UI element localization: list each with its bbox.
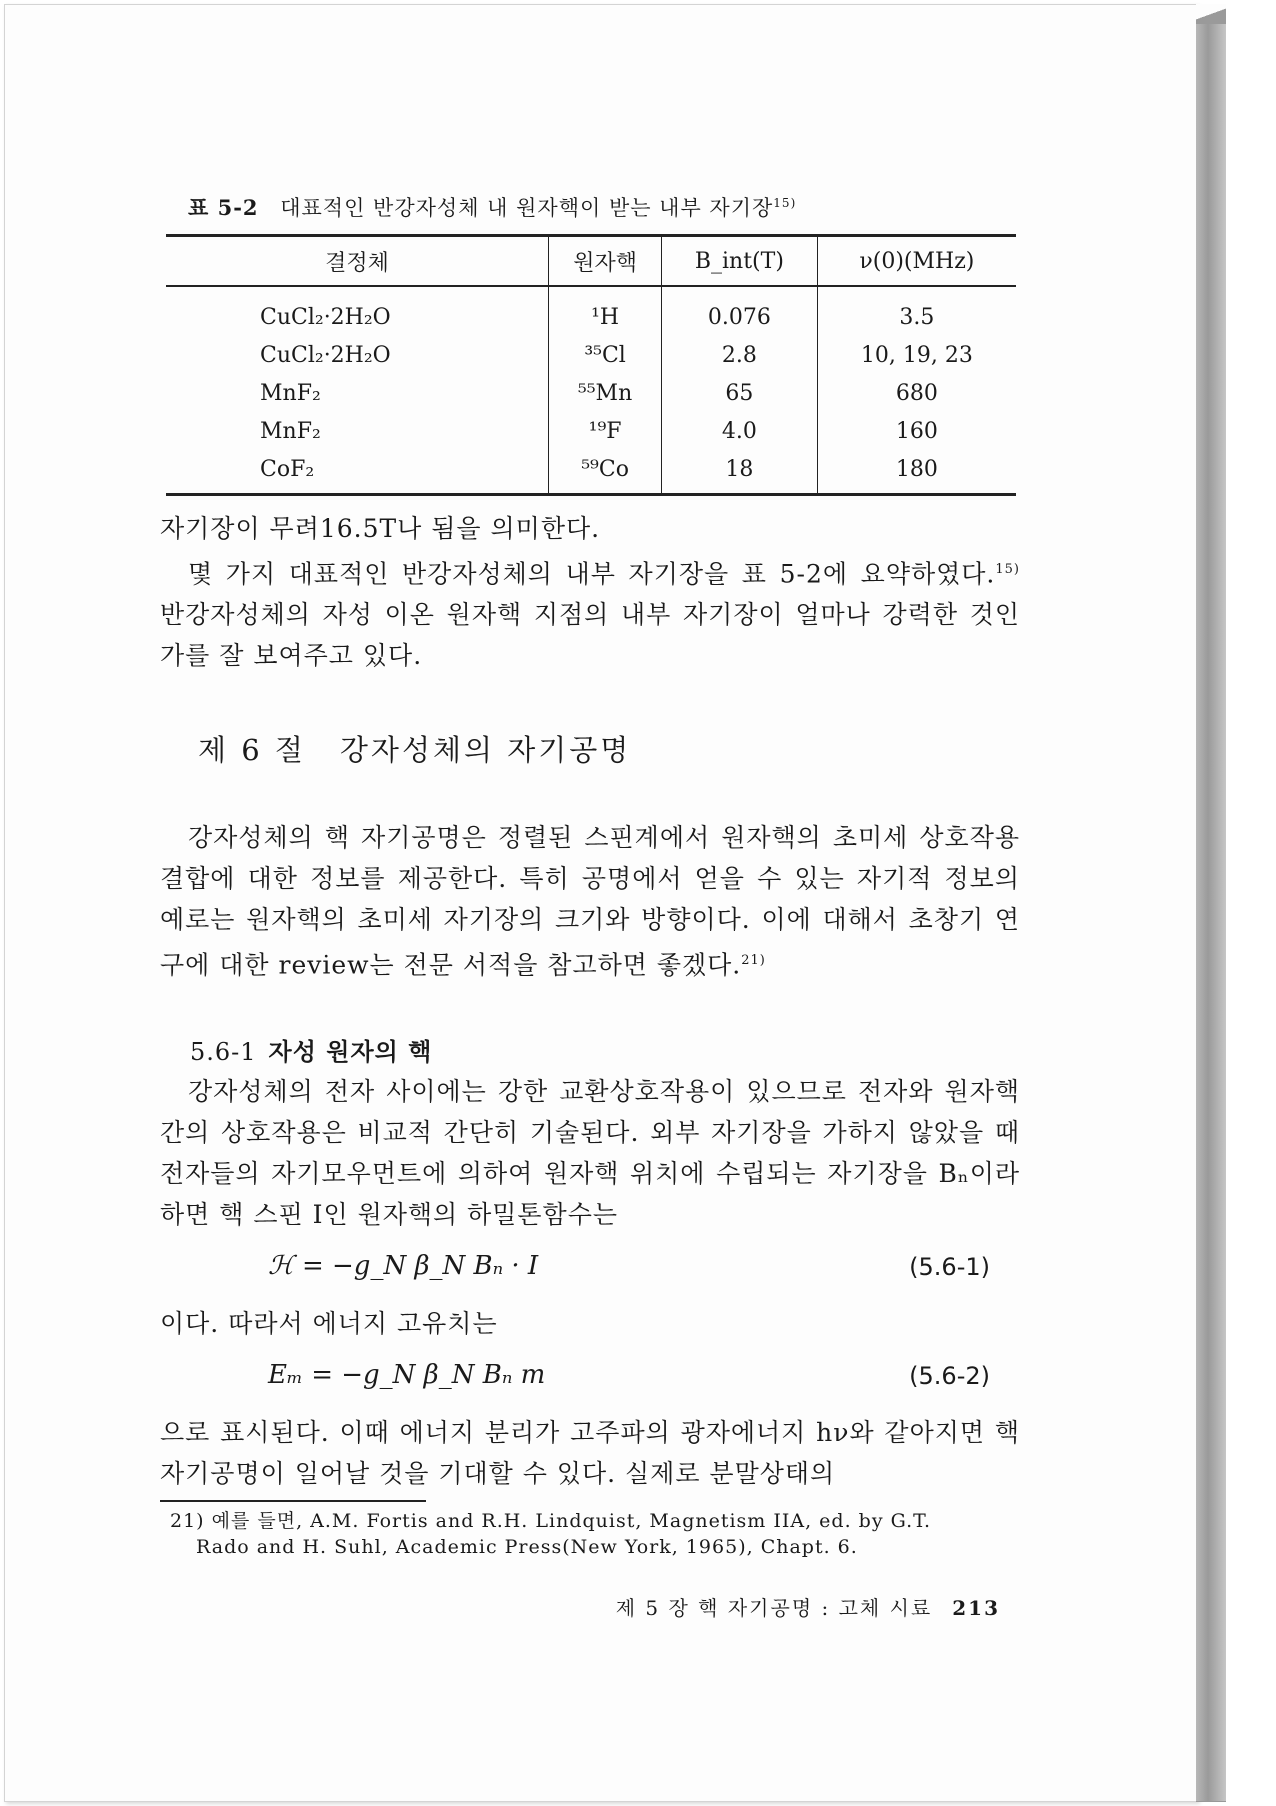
- table-row: [166, 286, 1016, 336]
- cell-crystal: MnF₂: [260, 418, 321, 444]
- paragraph-3: [160, 1071, 1020, 1235]
- cell-field: 4.0: [662, 412, 818, 450]
- table-caption-title: 대표적인 반강자성체 내 원자핵이 받는 내부 자기장: [280, 196, 774, 220]
- subsection-number: 5.6-1: [190, 1037, 257, 1066]
- paragraph-1-line-1: 자기장이 무려16.5T나 됨을 의미한다.: [160, 514, 601, 543]
- hyperfine-field-table: [166, 234, 1016, 496]
- subsection-title: 자성 원자의 핵: [268, 1036, 433, 1066]
- table-header-nucleus: 원자핵: [549, 236, 662, 287]
- paragraph-1: [160, 549, 1020, 676]
- footnote-21: [170, 1508, 1020, 1560]
- table-body: [166, 286, 1016, 495]
- equation-5-6-2: [160, 1356, 1020, 1406]
- equation-2-expression: Eₘ = −g_N β_N Bₙ m: [268, 1359, 546, 1390]
- section-heading: [198, 728, 1020, 769]
- equation-5-6-1: [160, 1247, 1020, 1297]
- table-header-crystal: 결정체: [166, 236, 549, 287]
- table-row: [166, 336, 1016, 374]
- cell-field: 65: [662, 374, 818, 412]
- equation-1-number: (5.6-1): [909, 1252, 990, 1281]
- page-content: [160, 180, 1020, 1621]
- table-header-frequency: ν(0)(MHz): [817, 236, 1016, 287]
- paragraph-5: 으로 표시된다. 이때 에너지 분리가 고주파의 광자에너지 hν와 같아지면 핵 자기공명이 일어날 것을 기대할 수 있다. 실제로 분말상태의: [160, 1417, 1020, 1488]
- running-footer: [160, 1592, 1020, 1621]
- footnote-line-2: Rado and H. Suhl, Academic Press(New York, 1965), Chapt. 6.: [196, 1535, 858, 1558]
- cell-crystal: MnF₂: [260, 380, 321, 406]
- table-row: [166, 450, 1016, 495]
- section-title: 강자성체의 자기공명: [339, 733, 632, 768]
- cell-field: 2.8: [662, 336, 818, 374]
- cell-crystal: CuCl₂·2H₂O: [260, 342, 391, 368]
- cell-crystal: CuCl₂·2H₂O: [260, 304, 391, 330]
- paragraph-2: [160, 817, 1020, 985]
- table-row: [166, 374, 1016, 412]
- cell-frequency: 10, 19, 23: [817, 336, 1016, 374]
- cell-field: 0.076: [662, 286, 818, 336]
- cell-field: 18: [662, 450, 818, 495]
- subsection-heading: [190, 1032, 1020, 1067]
- table-caption-ref: 15): [773, 196, 797, 210]
- footnote-divider: [160, 1500, 426, 1502]
- paragraph-4: 이다. 따라서 에너지 고유치는: [160, 1308, 498, 1338]
- table-caption-number: 표 5-2: [188, 195, 259, 220]
- equation-2-number: (5.6-2): [909, 1361, 990, 1390]
- cell-nucleus: ⁵⁵Mn: [549, 374, 662, 412]
- paragraph-2-ref: 21): [741, 953, 766, 969]
- section-number: 제 6 절: [198, 733, 306, 768]
- cell-frequency: 3.5: [817, 286, 1016, 336]
- cell-crystal: CoF₂: [260, 456, 315, 482]
- cell-frequency: 160: [817, 412, 1016, 450]
- cell-frequency: 680: [817, 374, 1016, 412]
- equation-1-expression: ℋ = −g_N β_N Bₙ · I: [268, 1250, 539, 1281]
- paragraph-1-text-2: 반강자성체의 자성 이온 원자핵 지점의 내부 자기장이 얼마나 강력한 것인가를 잘 보여주고 있다.: [160, 600, 1020, 671]
- paragraph-1-ref: 15): [995, 562, 1020, 577]
- page-corner: [1196, 4, 1226, 24]
- table-row: [166, 412, 1016, 450]
- cell-nucleus: ⁵⁹Co: [549, 450, 662, 495]
- table-header-field: B_int(T): [662, 236, 818, 287]
- table-caption: [188, 192, 1020, 222]
- table-header-row: [166, 236, 1016, 287]
- footnote-line-1: 21) 예를 들면, A.M. Fortis and R.H. Lindquist, Magnetism IIA, ed. by G.T.: [170, 1509, 932, 1532]
- paragraph-2-text: 강자성체의 핵 자기공명은 정렬된 스핀계에서 원자핵의 초미세 상호작용 결합에 대한 정보를 제공한다. 특히 공명에서 얻을 수 있는 자기적 정보의 예로는 원자핵의 초미세 자기장의 크기와 방향이다. 이에 대해서 초창기 연구에 대한 review는 전문 서적을 참고하면 좋겠다.: [160, 823, 1020, 980]
- cell-nucleus: ³⁵Cl: [549, 336, 662, 374]
- paragraph-1-text: 몇 가지 대표적인 반강자성체의 내부 자기장을 표 5-2에 요약하였다.: [188, 559, 996, 589]
- cell-nucleus: ¹H: [549, 286, 662, 336]
- cell-nucleus: ¹⁹F: [549, 412, 662, 450]
- paragraph-3-text: 강자성체의 전자 사이에는 강한 교환상호작용이 있으므로 전자와 원자핵 간의 상호작용은 비교적 간단히 기술된다. 외부 자기장을 가하지 않았을 때 전자들의 자기모우먼트에 의하여 원자핵 위치에 수립되는 자기장을 Bₙ이라 하면 핵 스핀 I인 원자핵의 하밀톤함수는: [160, 1076, 1020, 1229]
- cell-frequency: 180: [817, 450, 1016, 495]
- footer-chapter: 제 5 장 핵 자기공명 : 고체 시료: [615, 1595, 933, 1620]
- page-edge: [1196, 4, 1226, 1802]
- page-number: 213: [952, 1595, 1000, 1620]
